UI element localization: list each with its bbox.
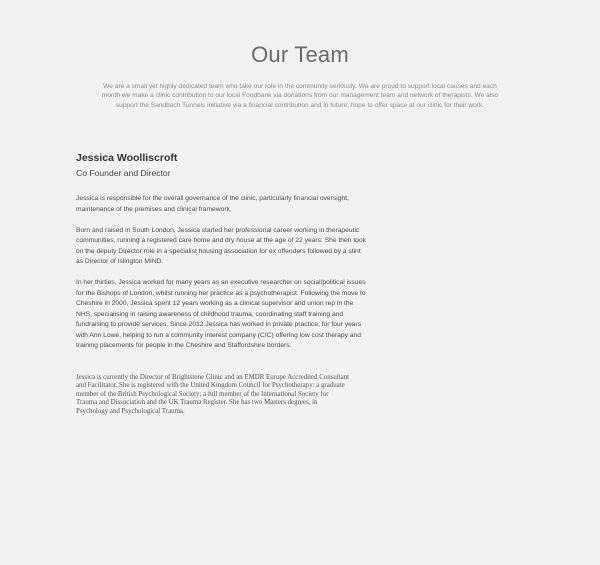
team-member-profile — [76, 152, 366, 416]
member-bio — [76, 194, 366, 416]
bio-paragraph: Jessica is responsible for the overall governance of the clinic, particularly financial oversight, maintenance of the premises and clinical framework. — [76, 195, 349, 213]
bio-paragraph: Born and raised in South London, Jessica started her professional career working in therapeutic communities, running a registered care home and dry house at the age of 22 years. She then took on the deputy Director role in a specialist housing association for ex offenders followed by a stint as Director of Islington MIND. — [76, 226, 366, 265]
page-title: Our Team — [251, 42, 349, 67]
bio-paragraph: In her thirties, Jessica worked for many years as an executive researcher on social/political issues for the Bishops of London, whilst running her practice as a psychotherapist. Following the move to Cheshire in 2000, Jessica spent 12 years working as a clinical supervisor and union rep in the NHS, specialising in raising awareness of childhood trauma, coordinating staff training and fundraising to provide services. Since 2012 Jessica has worked in private practice, for four years with Ann Lowe, helping to run a community interest company (CIC) offering low cost therapy and training placements for people in the Cheshire and Staffordshire borders. — [76, 279, 366, 349]
member-name: Jessica Woolliscroft — [76, 152, 178, 164]
bio-paragraph: Jessica is currently the Director of Brightstone Clinic and an EMDR Europe Accredited Consultant and Facilitator. She is registered with the United Kingdom Council for Psychotherapy: a graduate member of the British Psychological Society; a full member of the International Society for Trauma and Dissociation and the UK Trauma Register. She has two Masters degrees, in Psychology and Psychological Trauma. — [76, 373, 350, 415]
member-role: Co Founder and Director — [76, 168, 171, 178]
team-intro-text: We are a small yet highly dedicated team who take our role in the community seriously. We are proud to support local causes and each month we make a clinic contribution to our local Foodbank via donations from our management team and network of therapists. We also support the Sandbach Tunnels initiative via a financial contribution and in future, hope to offer space at our clinic for their work. — [101, 83, 499, 109]
